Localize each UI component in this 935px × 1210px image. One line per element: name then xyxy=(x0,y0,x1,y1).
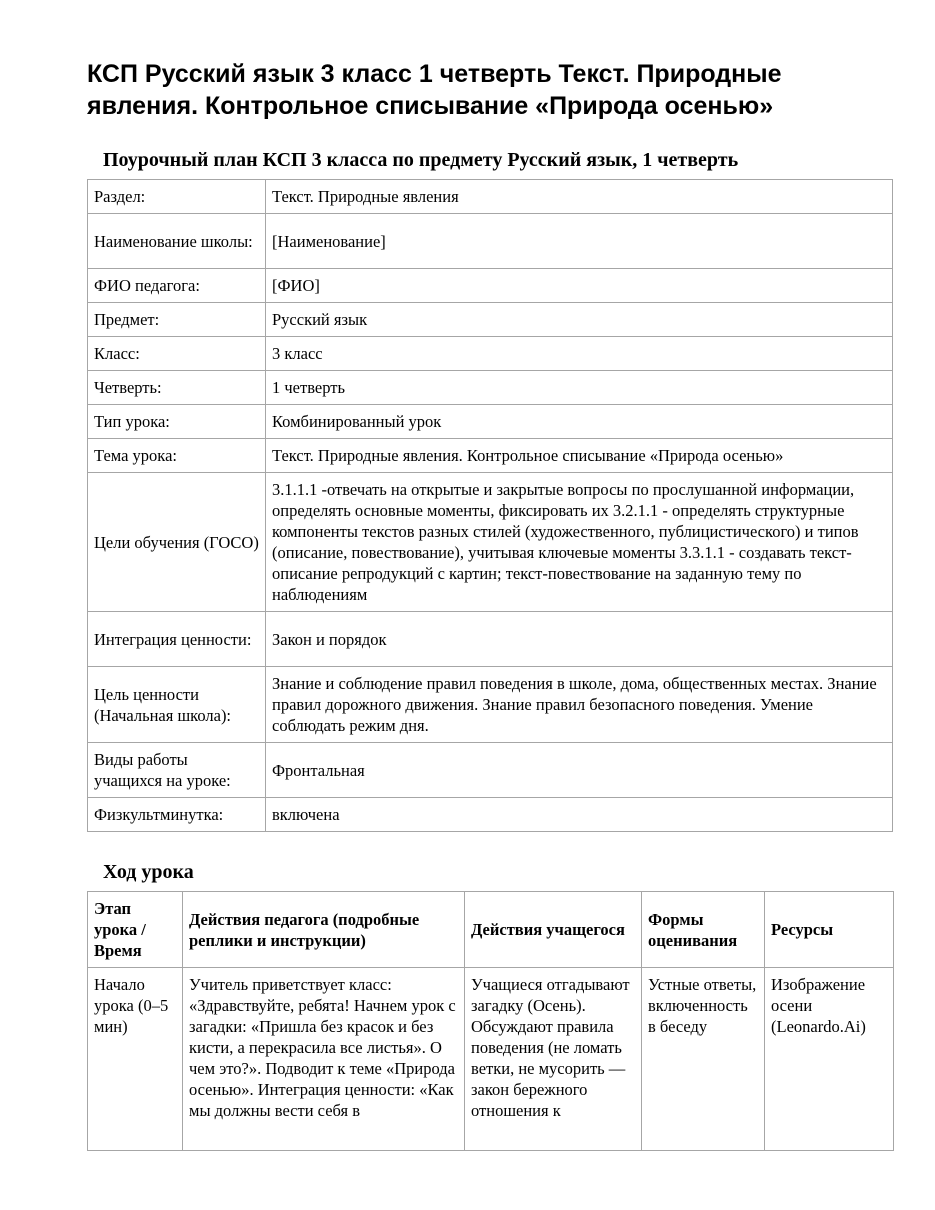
table-row xyxy=(88,337,893,371)
table-row xyxy=(88,798,893,832)
row-key: Тема урока: xyxy=(88,439,266,473)
table-row xyxy=(88,303,893,337)
row-value: Закон и порядок xyxy=(266,612,893,667)
row-value: Текст. Природные явления. Контрольное списывание «Природа осенью» xyxy=(266,439,893,473)
table-row xyxy=(88,743,893,798)
table-row xyxy=(88,968,894,1151)
table-row xyxy=(88,214,893,269)
plan-heading: Поурочный план КСП 3 класса по предмету Русский язык, 1 четверть xyxy=(103,149,739,171)
row-value: включена xyxy=(266,798,893,832)
row-value: 3 класс xyxy=(266,337,893,371)
row-key: Цели обучения (ГОСО) xyxy=(88,473,266,612)
student-actions-cell: Учащиеся отгадывают загадку (Осень). Обсуждают правила поведения (не ломать ветки, не мусорить — закон бережного отношения к xyxy=(465,968,642,1151)
resources-cell: Изображение осени (Leonardo.Ai) xyxy=(765,968,894,1151)
document-title: КСП Русский язык 3 класс 1 четверть Текст. Природные явления. Контрольное списывание «Природа осенью» xyxy=(87,60,782,120)
column-header-teacher: Действия педагога (подробные реплики и инструкции) xyxy=(183,892,465,968)
row-key: Интеграция ценности: xyxy=(88,612,266,667)
column-header-assessment: Формы оценивания xyxy=(642,892,765,968)
row-key: Цель ценности (Начальная школа): xyxy=(88,667,266,743)
lesson-info-table xyxy=(87,179,893,832)
column-header-resources: Ресурсы xyxy=(765,892,894,968)
row-key: Наименование школы: xyxy=(88,214,266,269)
table-row xyxy=(88,473,893,612)
column-header-student: Действия учащегося xyxy=(465,892,642,968)
row-value: [ФИО] xyxy=(266,269,893,303)
lesson-course-table xyxy=(87,891,894,1151)
assessment-cell: Устные ответы, включенность в беседу xyxy=(642,968,765,1151)
table-header-row xyxy=(88,892,894,968)
row-key: Тип урока: xyxy=(88,405,266,439)
table-row xyxy=(88,180,893,214)
row-key: Предмет: xyxy=(88,303,266,337)
table-row xyxy=(88,269,893,303)
row-value: Текст. Природные явления xyxy=(266,180,893,214)
teacher-actions-cell: Учитель приветствует класс: «Здравствуйте, ребята! Начнем урок с загадки: «Пришла без красок и без кисти, а перекрасила все листья». О чем это?». Подводит к теме «Природа осенью». Интеграция ценности: «Как мы должны вести себя в xyxy=(183,968,465,1151)
table-row xyxy=(88,667,893,743)
row-key: Раздел: xyxy=(88,180,266,214)
row-key: Физкультминутка: xyxy=(88,798,266,832)
row-value: Фронтальная xyxy=(266,743,893,798)
row-value: Русский язык xyxy=(266,303,893,337)
row-value: 1 четверть xyxy=(266,371,893,405)
stage-cell: Начало урока (0–5 мин) xyxy=(88,968,183,1151)
course-heading: Ход урока xyxy=(103,861,194,883)
table-row xyxy=(88,612,893,667)
row-key: Класс: xyxy=(88,337,266,371)
row-value: Знание и соблюдение правил поведения в школе, дома, общественных местах. Знание правил дорожного движения. Знание правил безопасного поведения. Умение соблюдать режим дня. xyxy=(266,667,893,743)
row-key: Четверть: xyxy=(88,371,266,405)
row-key: Виды работы учащихся на уроке: xyxy=(88,743,266,798)
row-key: ФИО педагога: xyxy=(88,269,266,303)
row-value: 3.1.1.1 -отвечать на открытые и закрытые вопросы по прослушанной информации, определять основные моменты, фиксировать их 3.2.1.1 - определять структурные компоненты текстов разных стилей (художественного, публицистического) и типов (описание, повествование), учитывая ключевые моменты 3.3.1.1 - создавать текст-описание репродукций с картин; текст-повествование на заданную тему по наблюдениям xyxy=(266,473,893,612)
row-value: [Наименование] xyxy=(266,214,893,269)
column-header-stage: Этап урока / Время xyxy=(88,892,183,968)
table-row xyxy=(88,371,893,405)
table-row xyxy=(88,439,893,473)
row-value: Комбинированный урок xyxy=(266,405,893,439)
table-row xyxy=(88,405,893,439)
